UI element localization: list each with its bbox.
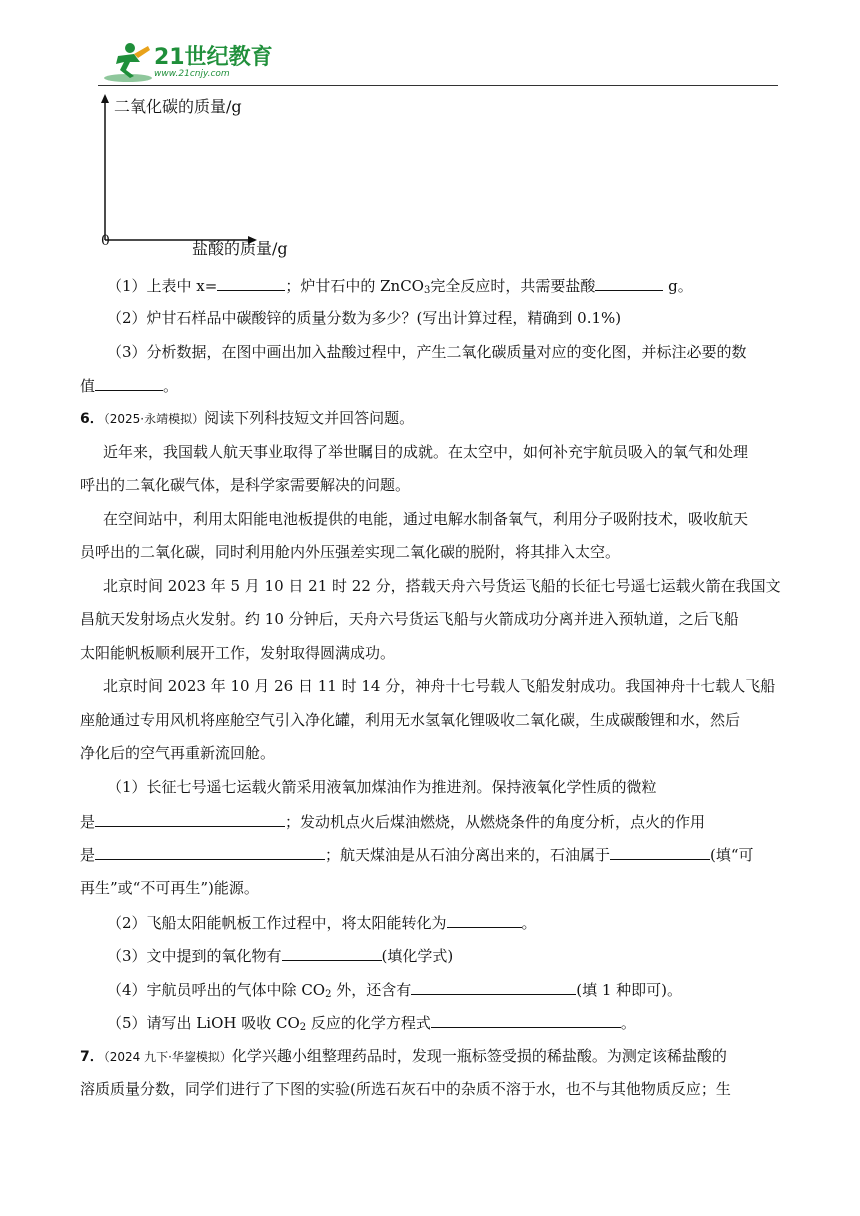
logo-text: 21世纪教育 xyxy=(154,45,273,70)
answer-blank-gas[interactable] xyxy=(411,978,576,995)
q6-sub3: （3）文中提到的氧化物有 (填化学式) xyxy=(107,944,453,967)
q6-para3-line1: 北京时间 2023 年 5 月 10 日 21 时 22 分，搭载天舟六号货运飞船的长征七号遥七运载火箭在我国文 xyxy=(103,577,781,595)
q5-part3-line1: （3）分析数据，在图中画出加入盐酸过程中，产生二氧化碳质量对应的变化图，并标注必要的数 xyxy=(107,343,747,361)
y-axis-label: 二氧化碳的质量/g xyxy=(114,97,242,116)
q6-sub1-line3: 是 ；航天煤油是从石油分离出来的，石油属于 (填“可 xyxy=(80,843,754,866)
q6-para1-line1: 近年来，我国载人航天事业取得了举世瞩目的成就。在太空中，如何补充宇航员吸入的氧气和处理 xyxy=(103,443,749,461)
q6-sub1-line1: （1）长征七号遥七运载火箭采用液氧加煤油作为推进剂。保持液氧化学性质的微粒 xyxy=(107,778,657,796)
page-header xyxy=(0,0,860,92)
q6-para1-line2: 呼出的二氧化碳气体，是科学家需要解决的问题。 xyxy=(80,476,411,494)
q6-para3-line3: 太阳能帆板顺利展开工作，发射取得圆满成功。 xyxy=(80,644,396,662)
q6-sub1-line2: 是 ；发动机点火后煤油燃烧，从燃烧条件的角度分析，点火的作用 xyxy=(80,810,705,833)
answer-blank-equation[interactable] xyxy=(431,1011,621,1028)
answer-blank-renewable[interactable] xyxy=(610,843,710,860)
answer-blank-ignition[interactable] xyxy=(95,843,325,860)
site-logo xyxy=(100,40,280,86)
q7-line1: 7．（2024 九下·华鋆模拟）化学兴趣小组整理药品时，发现一瓶标签受损的稀盐酸。为测定该稀盐酸的 xyxy=(80,1047,727,1065)
q6-para3-line2: 昌航天发射场点火发射。约 10 分钟后，天舟六号货运飞船与火箭成功分离并进入预轨道，之后飞船 xyxy=(80,610,739,628)
q5-part1: （1）上表中 x= ；炉甘石中的 ZnCO$_3$完全反应时，共需要盐酸 g。 xyxy=(107,274,693,302)
q6-sub1-line4: 再生”或“不可再生”)能源。 xyxy=(80,879,259,897)
x-axis-label: 盐酸的质量/g xyxy=(192,239,288,258)
answer-blank-x[interactable] xyxy=(217,274,285,291)
q6-heading: 6．（2025·永靖模拟）阅读下列科技短文并回答问题。 xyxy=(80,409,415,427)
q6-para2-line1: 在空间站中，利用太阳能电池板提供的电能，通过电解水制备氧气，利用分子吸附技术，吸收航天 xyxy=(103,510,749,528)
q5-part2: （2）炉甘石样品中碳酸锌的质量分数为多少？(写出计算过程，精确到 0.1%) xyxy=(107,309,622,327)
answer-blank-acid[interactable] xyxy=(595,274,663,291)
origin-label: 0 xyxy=(101,233,110,249)
answer-blank-values[interactable] xyxy=(95,374,163,391)
answer-blank-particle[interactable] xyxy=(95,810,285,827)
q5-part3-line2: 值 。 xyxy=(80,374,178,397)
runner-logo-icon xyxy=(100,40,154,86)
header-divider xyxy=(98,85,778,86)
q6-sub2: （2）飞船太阳能帆板工作过程中，将太阳能转化为 。 xyxy=(107,911,537,934)
q6-sub4: （4）宇航员呼出的气体中除 $CO_2$ 外，还含有 (填 1 种即可)。 xyxy=(107,978,682,1006)
q6-para4-line2: 座舱通过专用风机将座舱空气引入净化罐，利用无水氢氧化锂吸收二氧化碳，生成碳酸锂和水，然后 xyxy=(80,711,741,729)
y-axis-arrow xyxy=(101,94,109,103)
q6-para4-line3: 净化后的空气再重新流回舱。 xyxy=(80,744,276,762)
q6-sub5: （5）请写出 LiOH 吸收 $CO_2$ 反应的化学方程式 。 xyxy=(107,1011,636,1039)
logo-url: www.21cnjy.com xyxy=(154,69,230,79)
q6-para4-line1: 北京时间 2023 年 10 月 26 日 11 时 14 分，神舟十七号载人飞船发射成功。我国神舟十七载人飞船 xyxy=(103,677,776,695)
q7-line2: 溶质质量分数，同学们进行了下图的实验(所选石灰石中的杂质不溶于水，也不与其他物质反应；生 xyxy=(80,1080,731,1098)
answer-blank-oxides[interactable] xyxy=(282,944,382,961)
answer-blank-energy[interactable] xyxy=(447,911,522,928)
q6-para2-line2: 员呼出的二氧化碳，同时利用舱内外压强差实现二氧化碳的脱附，将其排入太空。 xyxy=(80,543,621,561)
